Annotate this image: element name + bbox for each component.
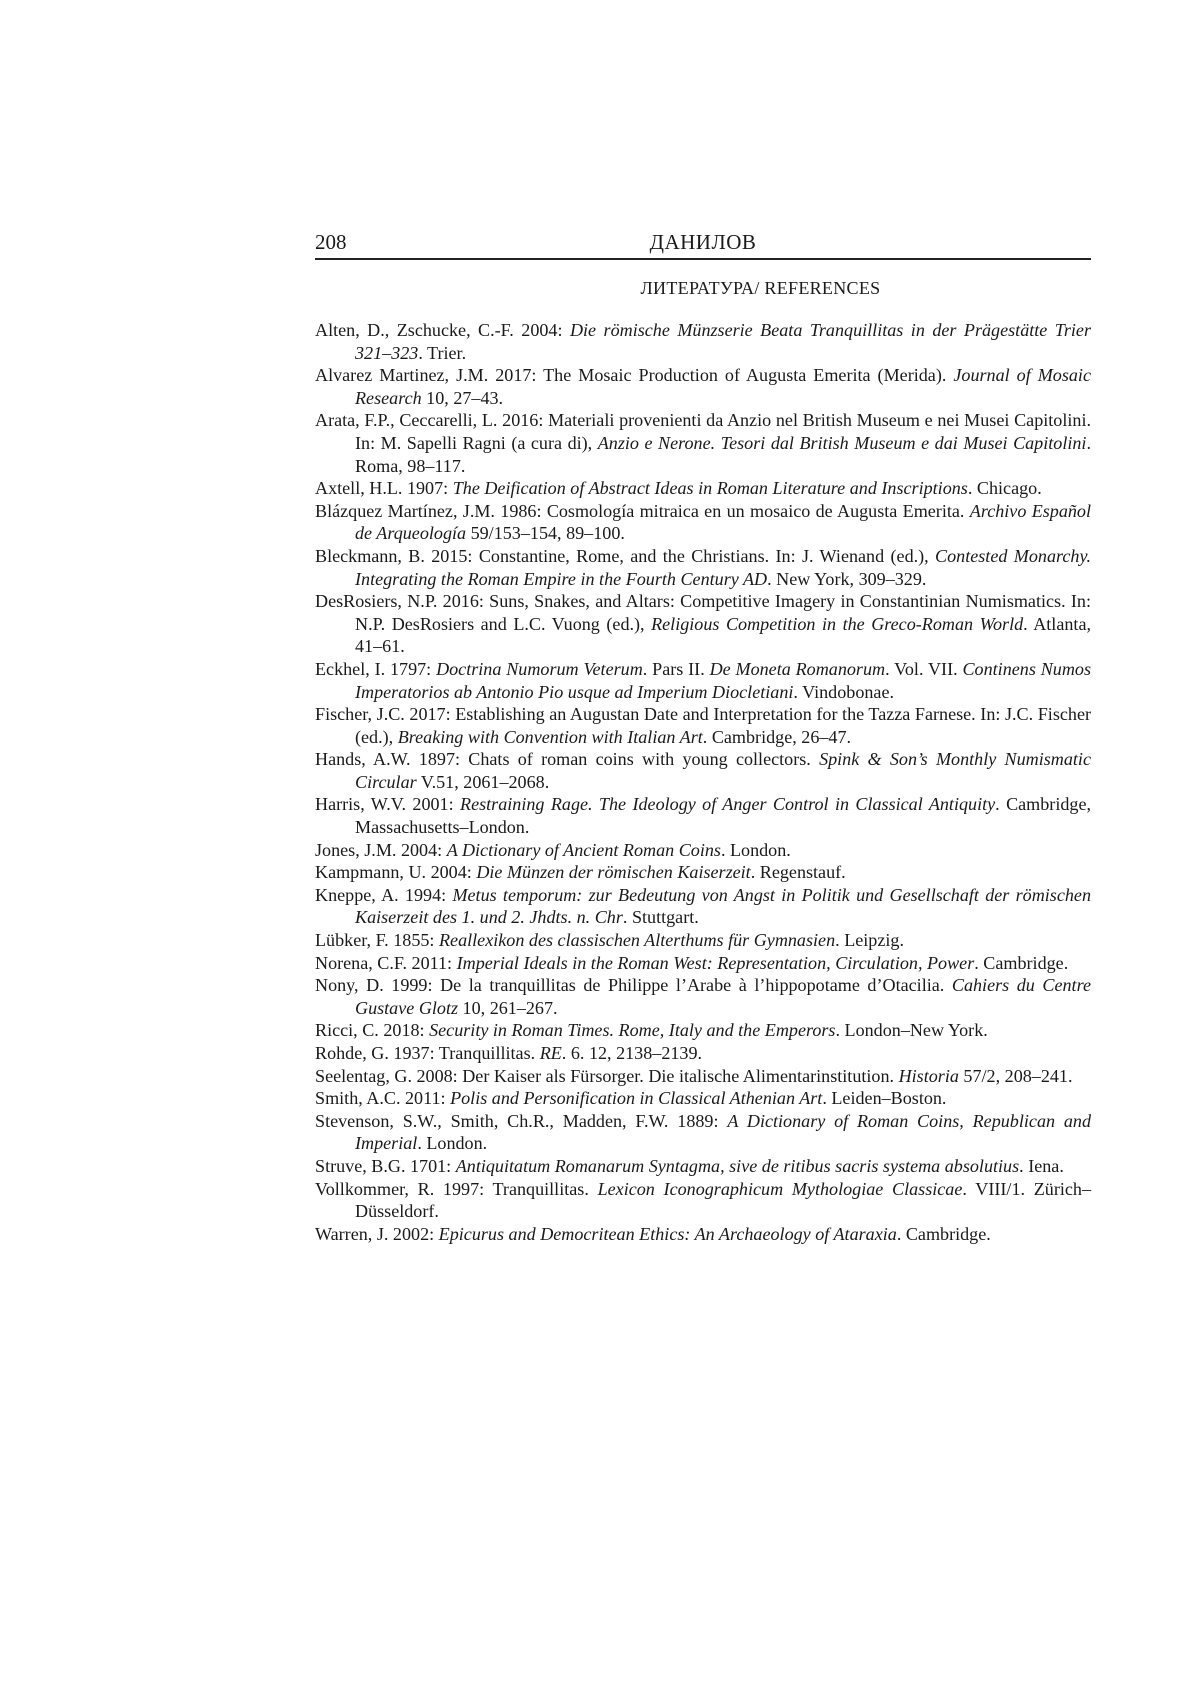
- reference-title: Antiquitatum Romanarum Syntagma, sive de ritibus sacris systema absolutius: [456, 1156, 1019, 1176]
- reference-title: A Dictionary of Roman Coins, Republican and Imperial: [355, 1111, 1091, 1154]
- reference-entry: [315, 1042, 1091, 1065]
- reference-text: 57/2, 208–241.: [959, 1066, 1073, 1086]
- reference-title: Imperial Ideals in the Roman West: Representation, Circulation, Power: [457, 953, 975, 973]
- reference-text: . Chicago.: [968, 478, 1042, 498]
- reference-title: Anzio e Nerone. Tesori dal British Museum e dai Musei Capitolini: [598, 433, 1087, 453]
- reference-entry: [315, 319, 1091, 364]
- reference-title: Breaking with Convention with Italian Art: [398, 727, 703, 747]
- reference-entry: [315, 364, 1091, 409]
- reference-text: Kampmann, U. 2004:: [315, 862, 476, 882]
- reference-text: . Trier.: [418, 343, 466, 363]
- reference-entry: [315, 703, 1091, 748]
- reference-text: Seelentag, G. 2008: Der Kaiser als Fürsorger. Die italische Alimentarinstitution.: [315, 1066, 899, 1086]
- reference-title: De Moneta Romanorum: [710, 659, 886, 679]
- reference-text: . Vindobonae.: [793, 682, 894, 702]
- section-title: ЛИТЕРАТУРА/ REFERENCES: [430, 278, 1091, 299]
- reference-text: Warren, J. 2002:: [315, 1224, 439, 1244]
- reference-title: Security in Roman Times. Rome, Italy and the Emperors: [429, 1020, 835, 1040]
- reference-title: The Deification of Abstract Ideas in Roman Literature and Inscriptions: [453, 478, 968, 498]
- reference-title: Historia: [899, 1066, 959, 1086]
- reference-title: Doctrina Numorum Veterum: [436, 659, 643, 679]
- reference-text: Alvarez Martinez, J.M. 2017: The Mosaic Production of Augusta Emerita (Merida).: [315, 365, 953, 385]
- reference-text: Smith, A.C. 2011:: [315, 1088, 450, 1108]
- reference-title: RE: [540, 1043, 562, 1063]
- reference-text: Vollkommer, R. 1997: Tranquillitas.: [315, 1179, 598, 1199]
- reference-text: . Cambridge, Massachusetts–London.: [355, 794, 1091, 837]
- reference-text: Rohde, G. 1937: Tranquillitas.: [315, 1043, 540, 1063]
- reference-title: Contested Monarchy. Integrating the Roman Empire in the Fourth Century AD: [355, 546, 1091, 589]
- reference-text: . Stuttgart.: [623, 907, 699, 927]
- running-title: ДАНИЛОВ: [315, 230, 1091, 255]
- reference-entry: [315, 884, 1091, 929]
- reference-text: Blázquez Martínez, J.M. 1986: Cosmología mitraica en un mosaico de Augusta Emerita.: [315, 501, 970, 521]
- reference-text: Jones, J.M. 2004:: [315, 840, 447, 860]
- reference-entry: [315, 861, 1091, 884]
- reference-title: Die römische Münzserie Beata Tranquillitas in der Prägestätte Trier 321–323: [355, 320, 1091, 363]
- reference-text: 10, 261–267.: [458, 998, 558, 1018]
- reference-entry: [315, 1019, 1091, 1042]
- reference-title: Religious Competition in the Greco-Roman World: [651, 614, 1023, 634]
- reference-title: Lexicon Iconographicum Mythologiae Classicae: [598, 1179, 963, 1199]
- reference-text: Harris, W.V. 2001:: [315, 794, 460, 814]
- page: [315, 228, 1091, 1245]
- reference-text: V.51, 2061–2068.: [417, 772, 550, 792]
- reference-text: . VIII/1. Zürich–Düsseldorf.: [355, 1179, 1091, 1222]
- reference-title: Metus temporum: zur Bedeutung von Angst in Politik und Gesellschaft der römischen Kaiserzeit des 1. und 2. Jhdts. n. Chr: [355, 885, 1091, 928]
- reference-title: Journal of Mosaic Research: [355, 365, 1091, 408]
- reference-entry: [315, 793, 1091, 838]
- reference-text: . Vol. VII.: [885, 659, 962, 679]
- reference-text: Bleckmann, B. 2015: Constantine, Rome, and the Christians. In: J. Wienand (ed.),: [315, 546, 935, 566]
- reference-text: . London.: [721, 840, 791, 860]
- reference-entry: [315, 658, 1091, 703]
- reference-title: Restraining Rage. The Ideology of Anger Control in Classical Antiquity: [460, 794, 995, 814]
- reference-title: Polis and Personification in Classical Athenian Art: [450, 1088, 822, 1108]
- reference-text: . London–New York.: [835, 1020, 987, 1040]
- reference-list: [315, 319, 1091, 1245]
- reference-text: Axtell, H.L. 1907:: [315, 478, 453, 498]
- reference-title: Archivo Español de Arqueología: [355, 501, 1091, 544]
- reference-entry: [315, 1087, 1091, 1110]
- reference-text: 10, 27–43.: [422, 388, 503, 408]
- reference-text: Fischer, J.C. 2017: Establishing an Augustan Date and Interpretation for the Tazza Farnese. In: J.C. Fischer (ed.),: [315, 704, 1091, 747]
- reference-text: . Roma, 98–117.: [355, 433, 1091, 476]
- reference-text: Norena, C.F. 2011:: [315, 953, 457, 973]
- reference-entry: [315, 1223, 1091, 1246]
- reference-title: Continens Numos Imperatorios ab Antonio Pio usque ad Imperium Diocletiani: [355, 659, 1091, 702]
- reference-text: Hands, A.W. 1897: Chats of roman coins with young collectors.: [315, 749, 819, 769]
- reference-text: . Leiden–Boston.: [822, 1088, 946, 1108]
- reference-entry: [315, 952, 1091, 975]
- reference-entry: [315, 839, 1091, 862]
- reference-text: Alten, D., Zschucke, C.-F. 2004:: [315, 320, 570, 340]
- reference-text: . Cambridge.: [974, 953, 1068, 973]
- page-number: 208: [315, 230, 347, 255]
- reference-text: . Leipzig.: [835, 930, 904, 950]
- reference-text: Ricci, C. 2018:: [315, 1020, 429, 1040]
- reference-entry: [315, 974, 1091, 1019]
- reference-title: Reallexikon des classischen Alterthums für Gymnasien: [439, 930, 835, 950]
- reference-text: Lübker, F. 1855:: [315, 930, 439, 950]
- reference-entry: [315, 929, 1091, 952]
- reference-entry: [315, 1178, 1091, 1223]
- reference-text: . Cambridge.: [897, 1224, 991, 1244]
- reference-entry: [315, 1065, 1091, 1088]
- reference-entry: [315, 477, 1091, 500]
- reference-entry: [315, 590, 1091, 658]
- reference-entry: [315, 500, 1091, 545]
- reference-title: Cahiers du Centre Gustave Glotz: [355, 975, 1091, 1018]
- reference-text: Struve, B.G. 1701:: [315, 1156, 456, 1176]
- reference-text: Stevenson, S.W., Smith, Ch.R., Madden, F.W. 1889:: [315, 1111, 727, 1131]
- reference-text: Nony, D. 1999: De la tranquillitas de Philippe l’Arabe à l’hippopotame d’Otacilia.: [315, 975, 952, 995]
- reference-entry: [315, 545, 1091, 590]
- reference-text: 59/153–154, 89–100.: [466, 523, 625, 543]
- reference-entry: [315, 748, 1091, 793]
- reference-entry: [315, 1110, 1091, 1155]
- reference-text: . London.: [417, 1133, 487, 1153]
- reference-text: Arata, F.P., Ceccarelli, L. 2016: Materiali provenienti da Anzio nel British Museum e nei Musei Capitolini. In: M. Sapelli Ragni (a cura di),: [315, 410, 1091, 453]
- reference-title: A Dictionary of Ancient Roman Coins: [447, 840, 721, 860]
- reference-text: . Atlanta, 41–61.: [355, 614, 1091, 657]
- reference-text: . Cambridge, 26–47.: [703, 727, 851, 747]
- reference-title: Die Münzen der römischen Kaiserzeit: [476, 862, 750, 882]
- page-header: [315, 228, 1091, 260]
- reference-text: . Regenstauf.: [751, 862, 846, 882]
- reference-text: . Pars II.: [643, 659, 710, 679]
- reference-text: . Iena.: [1019, 1156, 1064, 1176]
- reference-title: Spink & Son’s Monthly Numismatic Circular: [355, 749, 1091, 792]
- reference-entry: [315, 409, 1091, 477]
- reference-text: Kneppe, A. 1994:: [315, 885, 452, 905]
- reference-text: DesRosiers, N.P. 2016: Suns, Snakes, and Altars: Competitive Imagery in Constantinian Numismatics. In: N.P. DesRosiers and L.C. Vuong (ed.),: [315, 591, 1091, 634]
- reference-text: Eckhel, I. 1797:: [315, 659, 436, 679]
- reference-entry: [315, 1155, 1091, 1178]
- reference-text: . New York, 309–329.: [767, 569, 926, 589]
- reference-text: . 6. 12, 2138–2139.: [562, 1043, 702, 1063]
- reference-title: Epicurus and Democritean Ethics: An Archaeology of Ataraxia: [439, 1224, 897, 1244]
